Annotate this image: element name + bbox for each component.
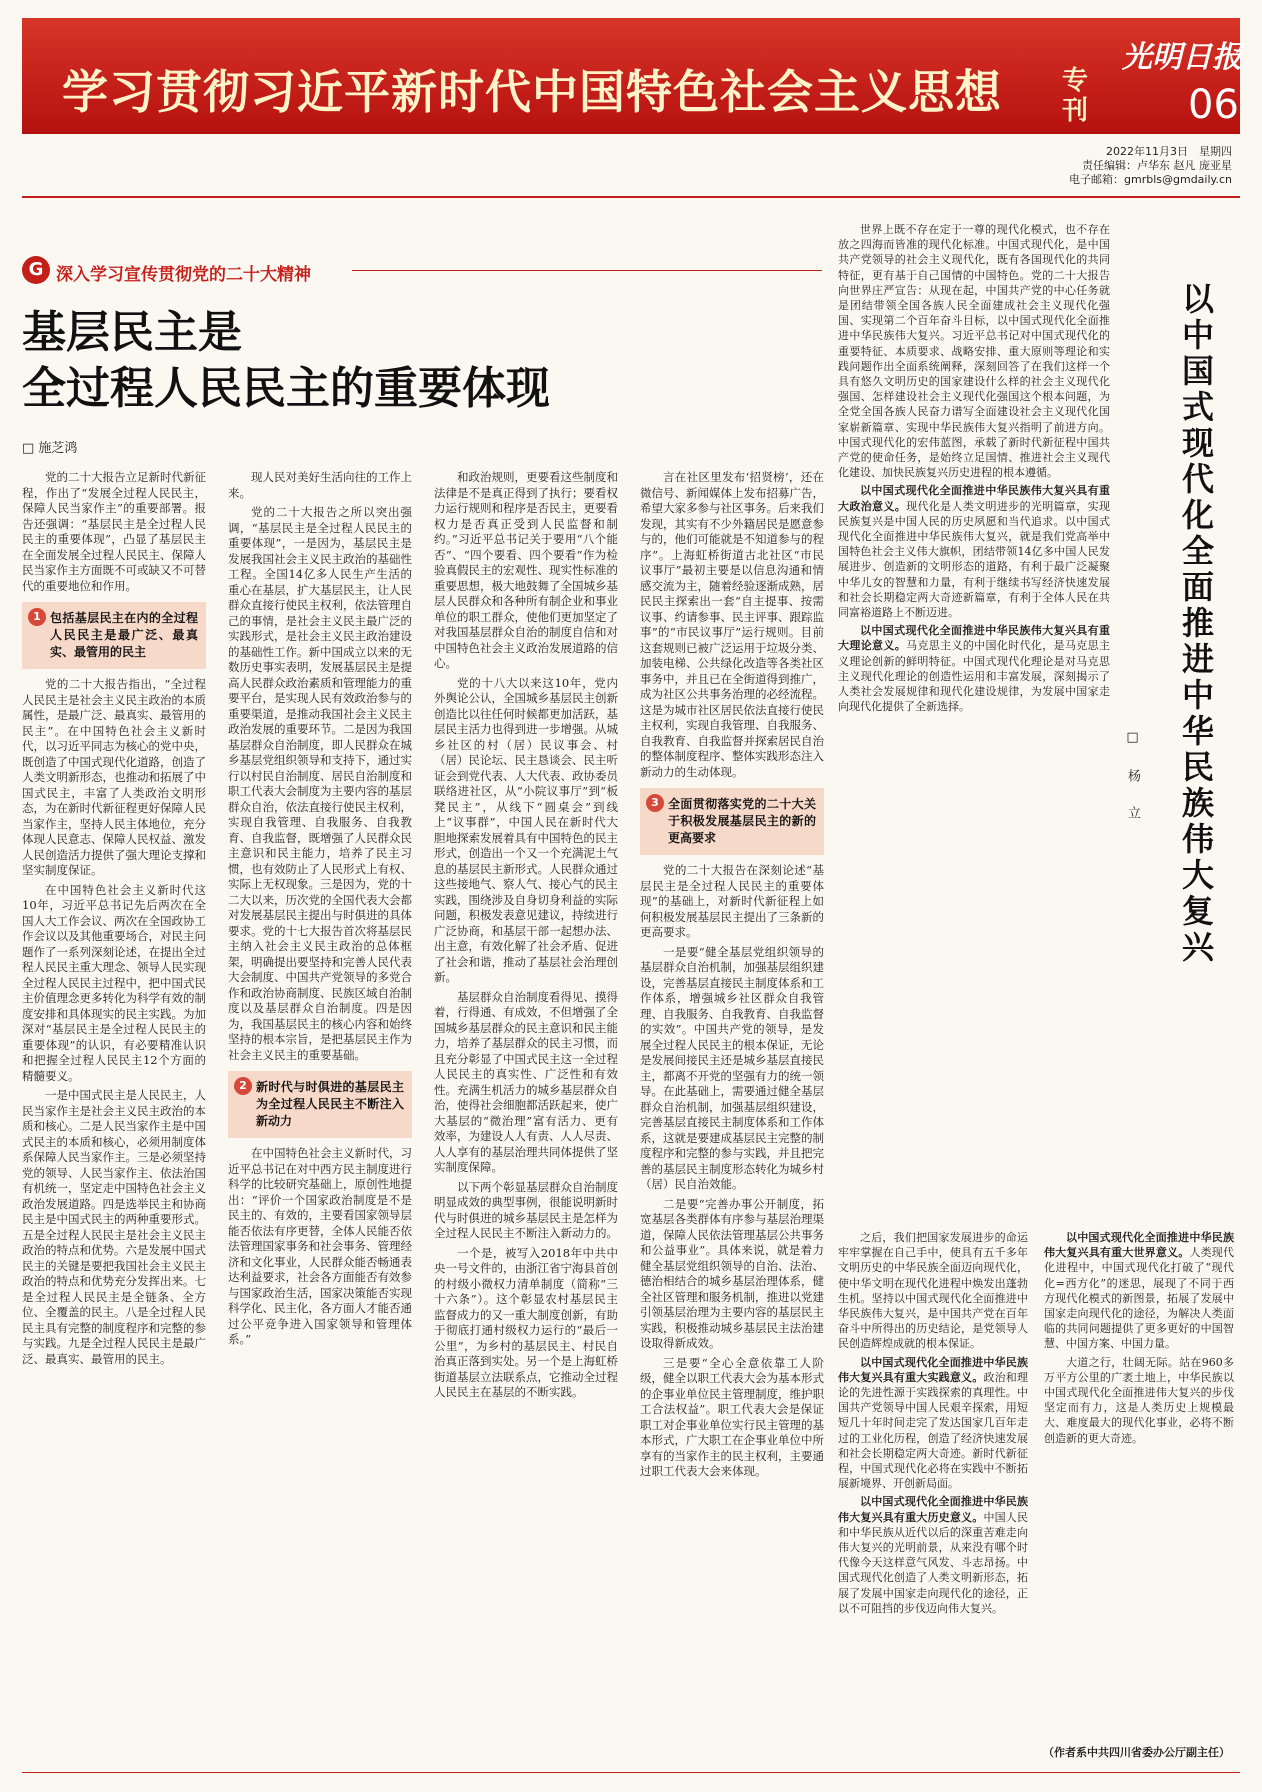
paragraph-text: 中国人民和中华民族从近代以后的深重苦难走向伟大复兴的光明前景，从来没有哪个时代像今天这样意气风发、斗志昂扬。中国式现代化创造了人类文明新形态，拓展了发展中国家走向现代化的途径，正以不可阻挡的步伐迈向伟大复兴。 (838, 1510, 1028, 1615)
paragraph-text: 马克思主义的中国化时代化，是马克思主义理论创新的鲜明特征。中国式现代化理论是对马克思主义现代化理论的创造性运用和丰富发展，深刻揭示了人类社会发展规律和现代化建设规律，为发展中国家走向现代化提供了全新选择。 (838, 639, 1110, 714)
author-credit: （作者系中共四川省委办公厅副主任） (1043, 1746, 1230, 1759)
side-article-title: 以中国式现代化全面推进中华民族伟大复兴 (1177, 282, 1215, 966)
issue-date: 2022年11月3日 星期四 (1106, 145, 1232, 158)
paragraph: 在中国特色社会主义新时代，习近平总书记在对中西方民主制度进行科学的比较研究基础上，原创性地提出：“评价一个国家政治制度是不是民主的、有效的，主要看国家领导层能否依法有序更替，全体人民能否依法管理国家事务和社会事务、管理经济和文化事业，人民群众能否畅通表达利益要求，社会各方面能否有效参与国家政治生活，国家决策能否实现科学化、民主化，各方面人才能否通过公平竞争进入国家领导和管理体系。” (228, 1146, 412, 1346)
paragraph-text: 政治和理论的先进性源于实践探索的真理性。中国共产党领导中国人民艰辛探索，用短短几十年时间走完了发达国家几百年走过的工业化历程，创造了经济快速发展和社会长期稳定两大奇迹。新时代新征程，中国式现代化必将在实践中不断拓展新境界、开创新局面。 (838, 1370, 1028, 1491)
top-divider (22, 196, 1240, 198)
paragraph: 党的十八大以来这10年，党内外舆论公认，全国城乡基层民主创新创造比以往任何时候都更加活跃，基层民主活力也得到进一步增强。从城乡社区的村（居）民议事会、村（居）民论坛、民主恳谈会、民主听证会到党代表、人大代表、政协委员联络进社区，从“小院议事厅”到“板凳民主”，从线下“圆桌会”到线上“议事群”，中国人民在新时代大胆地探索发展着具有中国特色的民主形式，创造出一个又一个充满泥土气息的基层民主新形式。人民群众通过这些接地气、察人气、接心气的民主实践，围绕涉及自身切身利益的实际问题，积极发表意见建议，持续进行广泛协商，和基层干部一起想办法、出主意，有效化解了社会矛盾、促进了社会和谐，推动了基层社会治理创新。 (434, 675, 618, 984)
paragraph: 基层群众自治制度看得见、摸得着，行得通、有成效，不但增强了全国城乡基层群众的民主意识和民主能力，培养了基层群众的民主习惯，而且充分彰显了中国式民主这一全过程人民民主的真实性、广泛性和有效性。充满生机活力的城乡基层群众自治，使得社会细胞都活跃起来，使广大基层的“微治理”富有活力、更有效率，为建设人人有责、人人尽责、人人享有的基层治理共同体提供了坚实制度保障。 (434, 989, 618, 1174)
masthead-info (1069, 145, 1232, 187)
page-number: 06 (1188, 82, 1239, 128)
subheading-1 (22, 602, 206, 669)
column-3 (434, 470, 618, 1760)
paragraph (838, 623, 1110, 714)
article-byline: □ 施芝鸿 (22, 441, 78, 456)
section-tag-rule (352, 270, 822, 271)
article-body (22, 470, 826, 1760)
side-column-lower-left (838, 1230, 1028, 1745)
newspaper-logo: 光明日报 (1122, 40, 1242, 75)
subheading-number: 1 (28, 608, 46, 626)
paragraph: 党的二十大报告指出，“全过程人民民主是社会主义民主政治的本质属性，是最广泛、最真实、最管用的民主”。在中国特色社会主义新时代，以习近平同志为核心的党中央，既创造了中国式现代化道路，创造了人类文明新形态，也推动和拓展了中国式民主，丰富了人类政治文明形态，为在新时代新征程更好保障人民当家作主，坚持人民主体地位，充分体现人民意志、保障人民权益、激发人民创造活力提供了强大理论支撑和坚实制度保证。 (22, 677, 206, 877)
side-subheading: 以中国式现代化全面推进中华民族伟大复兴具有重大政治意义。 (838, 484, 1110, 513)
subheading-text: 新时代与时俱进的基层民主为全过程人民民主不断注入新动力 (256, 1080, 404, 1128)
headline-line-1: 基层民主是 (22, 307, 242, 358)
paragraph-text: 人类现代化进程中，中国式现代化打破了“现代化=西方化”的迷思，展现了不同于西方现代化模式的新图景，拓展了发展中国家走向现代化的途径，为解决人类面临的共同问题提供了更多更好的中国智慧、中国方案、中国力量。 (1044, 1246, 1234, 1351)
paragraph: 党的二十大报告立足新时代新征程，作出了“发展全过程人民民主，保障人民当家作主”的重要部署。报告还强调：“基层民主是全过程人民民主的重要体现”，凸显了基层民主在全面发展全过程人民民主、保障人民当家作主方面既不可或缺又不可替代的重要地位和作用。 (22, 470, 206, 593)
paragraph (838, 1355, 1028, 1492)
side-article (838, 200, 1240, 1760)
paragraph: 言在社区里发布‘招贤榜’，还在微信号、新闻媒体上发布招募广告，希望大家多参与社区事务。后来我们发现，其实有不少外籍居民是愿意参与的，他们可能就是不知道参与的程序”。上海虹桥街道古北社区“市民议事厅”最初主要是以信息沟通和情感交流为主，随着经验逐渐成熟，居民民主探索出一套“自主提事、按需议事、约请参事、民主评事、跟踪监事”的“市民议事厅”运行规则。目前这套规则已被广泛运用于垃圾分类、加装电梯、公共绿化改造等各类社区事务中，并且已在全街道得到推广，成为社区公共事务治理的必经流程。这是为城市社区居民依法直接行使民主权利，实现自我管理、自我服务、自我教育、自我监督并探索居民自治的整体制度程序、整体实践形态注入新动力的生动体现。 (640, 470, 824, 779)
headline-line-2: 全过程人民民主的重要体现 (22, 363, 550, 414)
contact-email: 电子邮箱：gmrbls@gmdaily.cn (1069, 173, 1232, 186)
paragraph: 和政治规则，更要看这些制度和法律是不是真正得到了执行；要看权力运行规则和程序是否民主，更要看权力是否真正受到人民监督和制约。”习近平总书记关于要用“八个能否”、“四个要看、四个要看”作为检验真假民主的宏观性、现实性标准的重要思想，极大地鼓舞了全国城乡基层人民群众和各种所有制企业和事业单位的职工群众，使他们更加坚定了对我国基层群众自治的制度自信和对中国特色社会主义政治发展道路的信心。 (434, 470, 618, 670)
paragraph: 二是要“完善办事公开制度，拓宽基层各类群体有序参与基层治理渠道，保障人民依法管理基层公共事务和公益事业”。具体来说，就是着力健全基层党组织领导的自治、法治、德治相结合的城乡基层治理体系，健全社区管理和服务机制，推进以党建引领基层治理为主要内容的基层民主实践，积极推动城乡基层民主法治建设取得新成效。 (640, 1196, 824, 1350)
paragraph: 现人民对美好生活向往的工作上来。 (228, 470, 412, 500)
paragraph: 一是要“健全基层党组织领导的基层群众自治机制，加强基层组织建设，完善基层直接民主制度体系和工作体系，增强城乡社区群众自我管理、自我服务、自我教育、自我监督的实效”。中国共产党的领导，是发展全过程人民民主的根本保证，无论是发展间接民主还是城乡基层直接民主，都离不开党的坚强有力的统一领导。在此基础上，需要通过健全基层群众自治机制，加强基层组织建设，完善基层直接民主制度体系和工作体系，这就是要建成基层民主完整的制度程序和完整的参与实践，并且把完善的基层民主制度形态转化为城乡村（居）民自治效能。 (640, 944, 824, 1191)
paragraph: 大道之行，壮阔无际。站在960多万平方公里的广袤土地上，中华民族以中国式现代化全面推进伟大复兴的步伐坚定而有力，这是人类历史上规模最大、难度最大的现代化事业，必将不断创造新的更大奇迹。 (1044, 1355, 1234, 1445)
subheading-number: 2 (234, 1077, 252, 1095)
section-tag-label: 深入学习宣传贯彻党的二十大精神 (56, 265, 311, 285)
side-subheading: 以中国式现代化全面推进中华民族伟大复兴具有重大理论意义。 (838, 624, 1110, 653)
subheading-3 (640, 788, 824, 855)
subheading-text: 包括基层民主在内的全过程人民民主是最广泛、最真实、最管用的民主 (50, 611, 198, 659)
paragraph: 党的二十大报告在深刻论述“基层民主是全过程人民民主的重要体现”的基础上，对新时代新征程上如何积极发展基层民主提出了三条新的更高要求。 (640, 863, 824, 939)
g-badge-icon: G (22, 256, 50, 284)
paragraph (1044, 1230, 1234, 1352)
bottom-divider (22, 1772, 1240, 1773)
banner-title: 学习贯彻习近平新时代中国特色社会主义思想 (62, 65, 1002, 119)
section-tag (22, 256, 822, 286)
special-banner (22, 18, 1240, 134)
paragraph: 一是中国式民主是人民民主，人民当家作主是社会主义民主政治的本质和核心。二是人民当家作主是中国式民主的本质和核心，必须用制度体系保障人民当家作主。三是必须坚持党的领导、人民当家作主、依法治国有机统一，坚定走中国特色社会主义政治发展道路。四是选举民主和协商民主是中国式民主的两种重要形式。五是全过程人民民主是社会主义民主政治的特点和优势。六是发展中国式民主的关键是要把我国社会主义民主政治的特点和优势充分发挥出来。七是全过程人民民主是全链条、全方位、全覆盖的民主。八是全过程人民民主具有完整的制度程序和完整的参与实践。九是全过程人民民主是最广泛、最真实、最管用的民主。 (22, 1088, 206, 1366)
paragraph: 一个是，被写入2018年中共中央一号文件的，由浙江省宁海县首创的村级小微权力清单制度（简称“三十六条”）。这个彰显农村基层民主监督成力的又一重大制度创新，有助于彻底打通村级权力运行的“最后一公里”，为乡村的基层民主、村民自治真正落到实处。另一个是上海虹桥街道基层立法联系点，它推动全过程人民民主在基层的不断实践。 (434, 1245, 618, 1399)
side-article-byline: □ 杨 立 (1125, 730, 1140, 830)
paragraph: 三是要“全心全意依靠工人阶级，健全以职工代表大会为基本形式的企事业单位民主管理制度，维护职工合法权益”。职工代表大会是保证职工对企事业单位实行民主管理的基本形式，广大职工在企事业单位中所享有的当家作主的民主权利，主要通过职工代表大会来体现。 (640, 1355, 824, 1478)
side-column-lower-right (1044, 1230, 1234, 1735)
subheading-text: 全面贯彻落实党的二十大关于积极发展基层民主的新的更高要求 (668, 797, 816, 845)
responsible-editors: 责任编辑：卢华东 赵凡 庞亚星 (1082, 159, 1232, 172)
subheading-number: 3 (646, 794, 664, 812)
paragraph: 之后，我们把国家发展进步的命运牢牢掌握在自己手中，使具有五千多年文明历史的中华民族全面迈向现代化，使中华文明在现代化进程中焕发出蓬勃生机。坚持以中国式现代化全面推进中华民族伟大复兴，是中国共产党在百年奋斗中所得出的历史结论，是党领导人民创造辉煌成就的根本保证。 (838, 1231, 1028, 1351)
paragraph: 世界上既不存在定于一尊的现代化模式，也不存在放之四海而皆准的现代化标准。中国式现代化，是中国共产党领导的社会主义现代化，既有各国现代化的共同特征，更有基于自己国情的中国特色。党的二十大报告向世界庄严宣告：从现在起，中国共产党的中心任务就是团结带领全国各族人民全面建成社会主义现代化强国、实现第二个百年奋斗目标，以中国式现代化全面推进中华民族伟大复兴。习近平总书记对中国式现代化的重要特征、本质要求、战略安排、重大原则等理论和实践问题作出全面系统阐释，深刻回答了在我们这样一个具有悠久文明历史的国家建设什么样的社会主义现代化强国、怎样建设社会主义现代化强国这个根本问题，为全党全国各族人民奋力谱写全面建设社会主义现代化国家崭新篇章、实现中华民族伟大复兴指明了前进方向。中国式现代化的宏伟蓝图，承载了新时代新征程中国共产党的使命任务，是始终立足国情、推进社会主义现代化建设、加快民族复兴历史进程的根本遵循。 (838, 223, 1110, 480)
column-1 (22, 470, 206, 1760)
side-column-upper (838, 222, 1110, 1222)
paragraph (838, 1494, 1028, 1616)
paragraph (838, 483, 1110, 620)
paragraph-text: 现代化是人类文明进步的光明篇章，实现民族复兴是中国人民的历史夙愿和当代追求。以中国式现代化全面推进中华民族伟大复兴，就是我们党高举中国特色社会主义伟大旗帜，团结带领14亿多中国人民发展进步、创造新的文明形态的道路，有利于最广泛凝聚中华儿女的智慧和力量，有利于继续书写经济快速发展和社会长期稳定两大奇迹新篇章，有利于全体人民在共同富裕道路上不断迈进。 (838, 499, 1110, 620)
article-headline (22, 305, 822, 417)
paragraph: 党的二十大报告之所以突出强调，“基层民主是全过程人民民主的重要体现”，一是因为，基层民主是发展我国社会主义民主政治的基础性工程。全国14亿多人民生产生活的重心在基层，扩大基层民主，让人民群众直接行使民主权利，依法管理自己的事情，是社会主义民主最广泛的实践形式，是社会主义民主政治建设的基础性工作。新中国成立以来的无数历史事实表明，发展基层民主是提高人民群众政治素质和管理能力的重要平台，是实现人民有效政治参与的重要渠道，是推动我国社会主义民主政治发展的重要环节。二是因为我国基层群众自治制度，即人民群众在城乡基层党组织领导和支持下，通过实行以村民自治制度、居民自治制度和职工代表大会制度为主要内容的基层群众自治，依法直接行使民主权利，实现自我管理、自我服务、自我教育、自我监督，既增强了人民群众民主意识和民主能力，培养了民主习惯，也有效防止了人民形式上有权、实际上无权现象。三是因为，党的十二大以来，历次党的全国代表大会都对发展基层民主提出与时俱进的具体要求。党的十七大报告首次将基层民主纳入社会主义民主政治的总体框架，明确提出要坚持和完善人民代表大会制度、中国共产党领导的多党合作和政治协商制度、民族区域自治制度以及基层群众自治制度。四是因为，我国基层民主的核心内容和始终坚持的根本宗旨，是把基层民主作为社会主义民主的重要基础。 (228, 505, 412, 1062)
side-subheading: 以中国式现代化全面推进中华民族伟大复兴具有重大历史意义。 (838, 1495, 1028, 1524)
side-subheading: 以中国式现代化全面推进中华民族伟大复兴具有重大世界意义。 (1044, 1231, 1234, 1260)
banner-special-label: 专刊 (1062, 66, 1089, 126)
column-2 (228, 470, 412, 1760)
column-4 (640, 470, 824, 1760)
subheading-2 (228, 1071, 412, 1138)
paragraph: 在中国特色社会主义新时代这10年，习近平总书记先后两次在全国人大工作会议、两次在全国政协工作会议以及其他重要场合，对民主问题作了一系列深刻论述，在提出全过程人民民主重大理念、领导人民实现全过程人民民主过程中，把中国式民主价值理念更多转化为科学有效的制度安排和具体现实的民主实践。为加深对“基层民主是全过程人民民主的重要体现”的认识，有必要精准认识和把握全过程人民民主12个方面的精髓要义。 (22, 882, 206, 1083)
paragraph: 以下两个彰显基层群众自治制度明显成效的典型事例，很能说明新时代与时俱进的城乡基层民主是怎样为全过程人民民主不断注入新动力的。 (434, 1179, 618, 1240)
side-subheading: 以中国式现代化全面推进中华民族伟大复兴具有重大实践意义。 (838, 1355, 1028, 1384)
